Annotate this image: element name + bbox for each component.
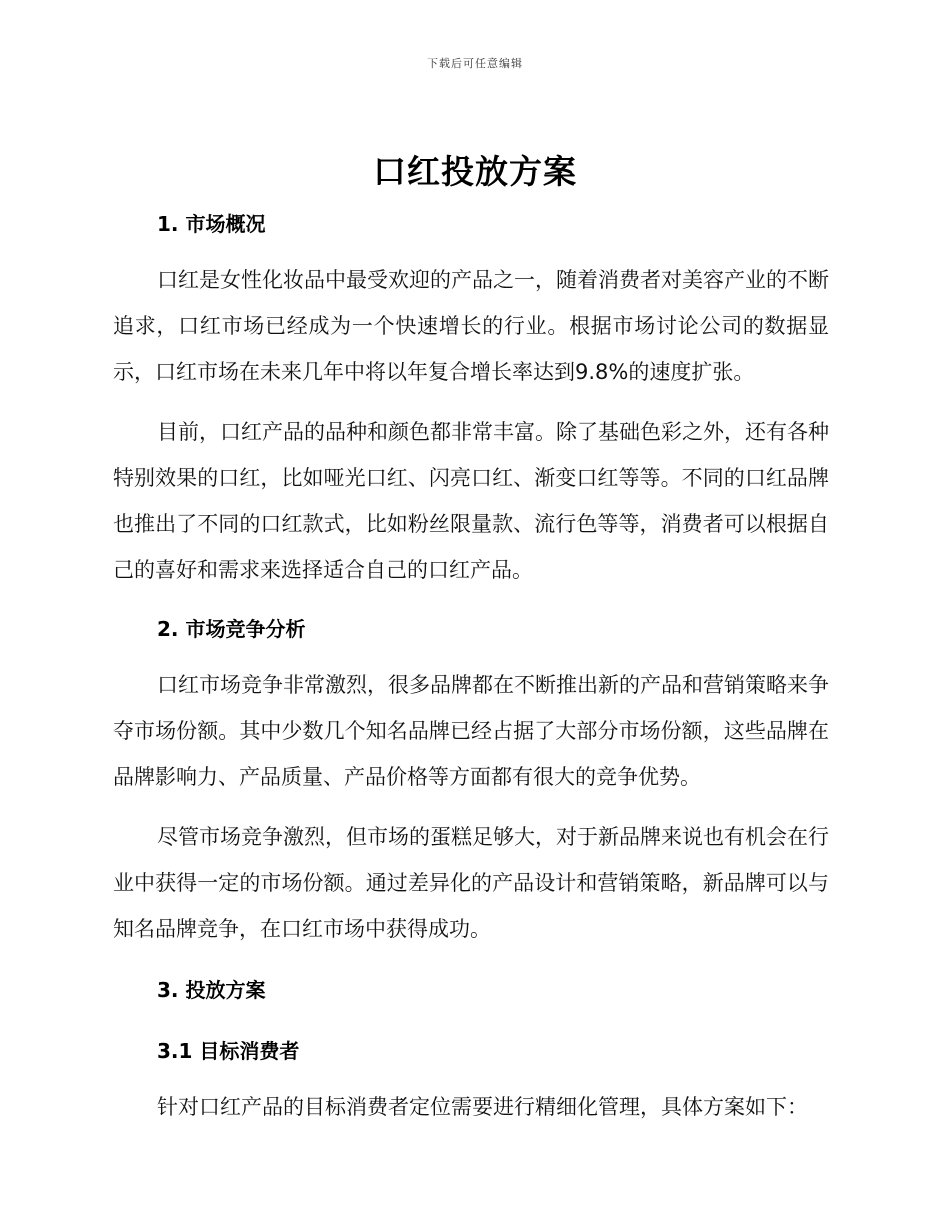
document-title: 口红投放方案 xyxy=(373,152,577,191)
paragraph-target-consumers-1: 针对口红产品的目标消费者定位需要进行精细化管理，具体方案如下： xyxy=(157,1095,808,1119)
section-heading-target-consumers: 3.1 目标消费者 xyxy=(157,1039,300,1063)
paragraph-competition-1: 口红市场竞争非常激烈，很多品牌都在不断推出新的产品和营销策略来争夺市场份额。其中少数几个知名品牌已经占据了大部分市场份额，这些品牌在品牌影响力、产品质量、产品价格等方面都有很大的竞争优势。 xyxy=(113,673,829,789)
document-body xyxy=(113,200,829,1130)
section-heading-market-overview: 1. 市场概况 xyxy=(157,212,266,236)
section-heading-competition: 2. 市场竞争分析 xyxy=(157,617,306,641)
paragraph-market-overview-2: 目前，口红产品的品种和颜色都非常丰富。除了基础色彩之外，还有各种特别效果的口红，比如哑光口红、闪亮口红、渐变口红等等。不同的口红品牌也推出了不同的口红款式，比如粉丝限量款、流行色等等，消费者可以根据自己的喜好和需求来选择适合自己的口红产品。 xyxy=(113,420,829,582)
header-watermark: 下载后可任意编辑 xyxy=(427,57,523,70)
paragraph-competition-2: 尽管市场竞争激烈，但市场的蛋糕足够大，对于新品牌来说也有机会在行业中获得一定的市场份额。通过差异化的产品设计和营销策略，新品牌可以与知名品牌竞争，在口红市场中获得成功。 xyxy=(113,825,829,941)
paragraph-market-overview-1: 口红是女性化妆品中最受欢迎的产品之一，随着消费者对美容产业的不断追求，口红市场已经成为一个快速增长的行业。根据市场讨论公司的数据显示，口红市场在未来几年中将以年复合增长率达到9.8%的速度扩张。 xyxy=(113,268,829,384)
section-heading-placement-plan: 3. 投放方案 xyxy=(157,978,266,1002)
